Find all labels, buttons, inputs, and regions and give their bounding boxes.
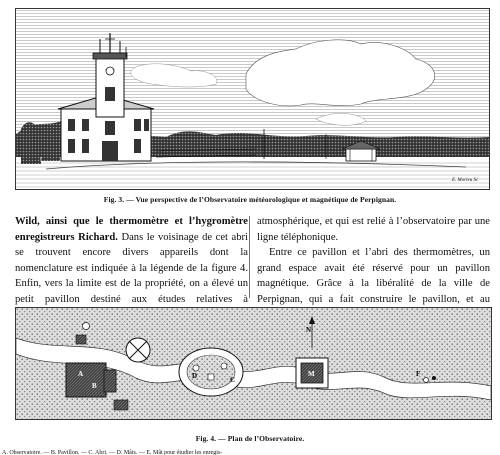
engraver-signature: E. Morieu Sc xyxy=(452,178,479,183)
figure-3-engraving xyxy=(15,8,490,190)
plan-label-n: N xyxy=(306,326,312,334)
figure-4-caption: Fig. 4. — Plan de l’Observatoire. xyxy=(195,434,305,443)
plan-label-d: D xyxy=(192,372,198,380)
observatory-perspective-illustration xyxy=(16,9,489,189)
column-divider xyxy=(249,216,250,298)
observatory-site-plan xyxy=(16,308,491,419)
col1-lead-text: Wild, ainsi que le thermomètre et l’hygromètre enregistreurs Richard. xyxy=(15,216,248,243)
plan-label-c: C xyxy=(230,376,236,384)
plan-label-b: B xyxy=(92,382,97,390)
plan-label-m: M xyxy=(308,370,315,378)
figure-4-plan xyxy=(15,307,492,420)
plan-label-a: A xyxy=(78,370,84,378)
col2-paragraph-1: atmosphérique, et qui est relié à l’observatoire par une ligne téléphonique. xyxy=(257,216,490,243)
figure-3-caption: Fig. 3. — Vue perspective de l’Observatoire météorologique et magnétique de Perpignan. xyxy=(103,195,397,204)
plan-label-f: F xyxy=(416,370,421,378)
col2-paragraph-2: Entre ce pavillon et l’abri des thermomètres, un grand espace avait été réservé pour un pavillon magnétique. Grâce à la libéralité de la ville de Perpignan, qui a fait construire le pavillon, et au xyxy=(257,247,490,305)
col1-body-text: Dans le voisinage de cet abri se trouvent encore divers appareils dont la nomenclature est indiquée à la légende de la figure 4. Enfin, vers la limite est de la propriété, on a élevé un petit pavillon destiné aux études relatives à xyxy=(15,231,248,305)
legend-cut-off-text: A. Observatoire. — B. Pavillon. — C. Abri. — D. Mâts. — E. Mât pour étudier les enregis- xyxy=(2,450,223,455)
